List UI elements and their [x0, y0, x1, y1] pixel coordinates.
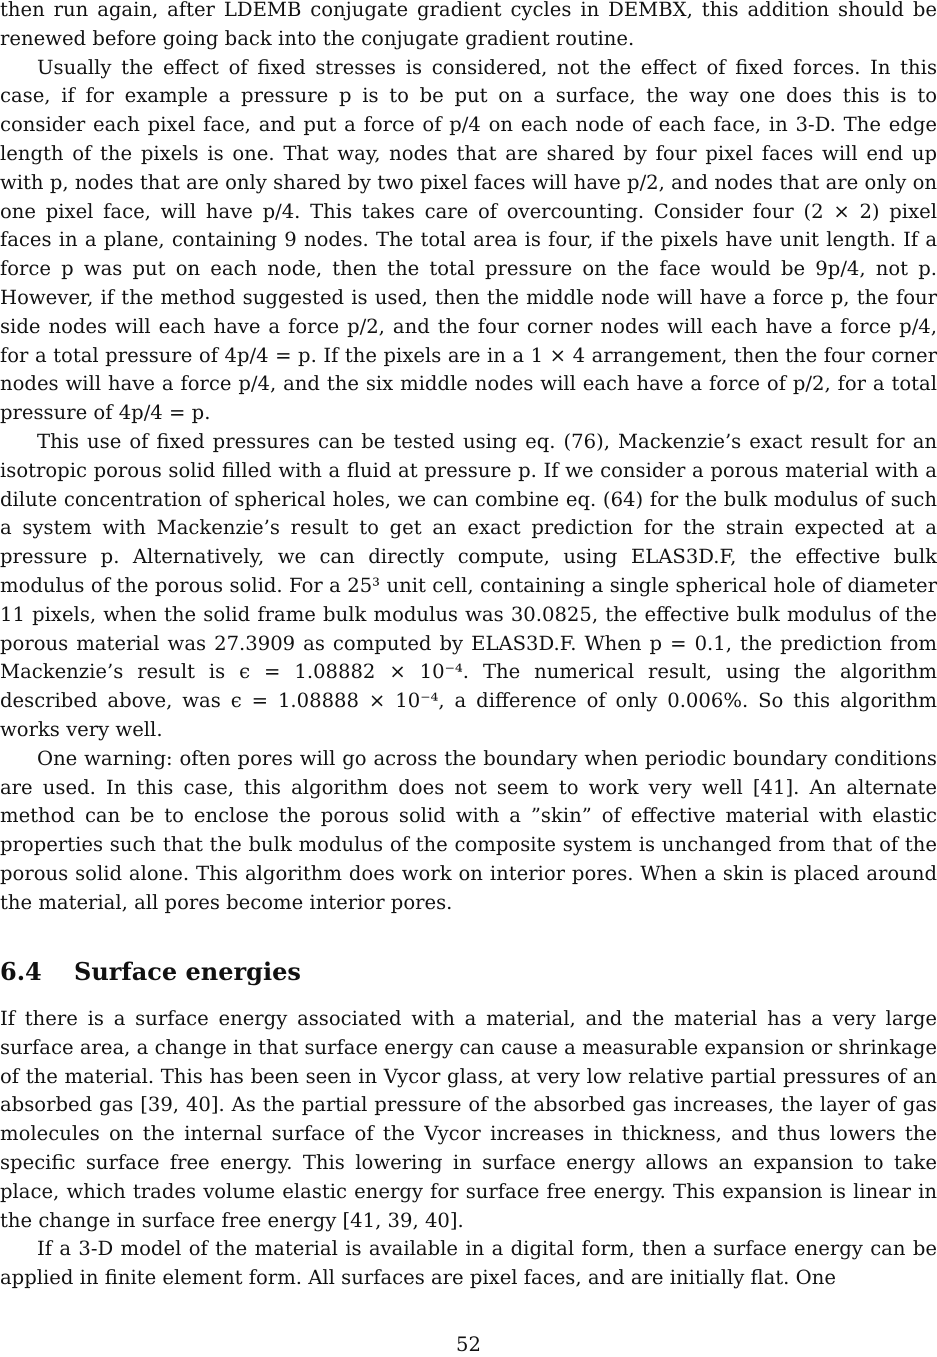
section-heading: [0, 956, 937, 988]
section-title: Surface energies: [74, 957, 301, 986]
paragraph-continuation: then run again, after LDEMB conjugate gradient cycles in DEMBX, this addition should be renewed before going back into the conjugate gradient routine.: [0, 0, 937, 50]
page-number: 52: [456, 1333, 481, 1356]
paragraph-surface-energy-intro: If there is a surface energy associated with a material, and the material has a very large surface area, a change in that surface energy can cause a measurable expansion or shrinkage of the material. This has been seen in Vycor glass, at very low relative partial pressures of an absorbed gas [39, 40]. As the partial pressure of the absorbed gas increases, the layer of gas molecules on the internal surface of the Vycor increases in thickness, and thus lowers the specific surface free energy. This lowering in surface energy allows an expansion to take place, which trades volume elastic energy for surface free energy. This expansion is linear in the change in surface free energy [41, 39, 40].: [0, 1007, 937, 1232]
body-text-section: [0, 1005, 937, 1293]
section-number: 6.4: [0, 957, 42, 986]
paragraph-fixed-stresses: Usually the effect of fixed stresses is considered, not the effect of fixed forces. In this case, if for example a pressure p is to be put on a surface, the way one does this is to consider each pixel face, and put a force of p/4 on each node of each face, in 3-D. The edge length of the pixels is one. That way, nodes that are shared by four pixel faces will end up with p, nodes that are only shared by two pixel faces will have p/2, and nodes that are only on one pixel face, will have p/4. This takes care of overcounting. Consider four (2 × 2) pixel faces in a plane, containing 9 nodes. The total area is four, if the pixels have unit length. If a force p was put on each node, then the total pressure on the face would be 9p/4, not p. However, if the method suggested is used, then the middle node will have a force p, the four side nodes will each have a force p/2, and the four corner nodes will each have a force p/4, for a total pressure of 4p/4 = p. If the pixels are in a 1 × 4 arrangement, then the four corner nodes will have a force p/4, and the six middle nodes will each have a force of p/2, for a total pressure of 4p/4 = p.: [0, 55, 937, 425]
paragraph-finite-element: If a 3-D model of the material is available in a digital form, then a surface energy can be applied in finite element form. All surfaces are pixel faces, and are initially flat. One: [0, 1237, 937, 1290]
paragraph-warning: One warning: often pores will go across the boundary when periodic boundary conditions are used. In this case, this algorithm does not seem to work very well [41]. An alternate method can be to enclose the porous solid with a ”skin” of effective material with elastic properties such that the bulk modulus of the composite system is unchanged from that of the porous solid alone. This algorithm does work on interior pores. When a skin is placed around the material, all pores become interior pores.: [0, 746, 937, 914]
paragraph-fixed-pressures-test: This use of fixed pressures can be tested using eq. (76), Mackenzie’s exact result for an isotropic porous solid filled with a fluid at pressure p. If we consider a porous material with a dilute concentration of spherical holes, we can combine eq. (64) for the bulk modulus of such a system with Mackenzie’s result to get an exact prediction for the strain expected at a pressure p. Alternatively, we can directly compute, using ELAS3D.F, the effective bulk modulus of the porous solid. For a 25³ unit cell, containing a single spherical hole of diameter 11 pixels, when the solid frame bulk modulus was 30.0825, the effective bulk modulus of the porous material was 27.3909 as computed by ELAS3D.F. When p = 0.1, the prediction from Mackenzie’s result is ϵ = 1.08882 × 10⁻⁴. The numerical result, using the algorithm described above, was ϵ = 1.08888 × 10⁻⁴, a difference of only 0.006%. So this algorithm works very well.: [0, 429, 937, 741]
